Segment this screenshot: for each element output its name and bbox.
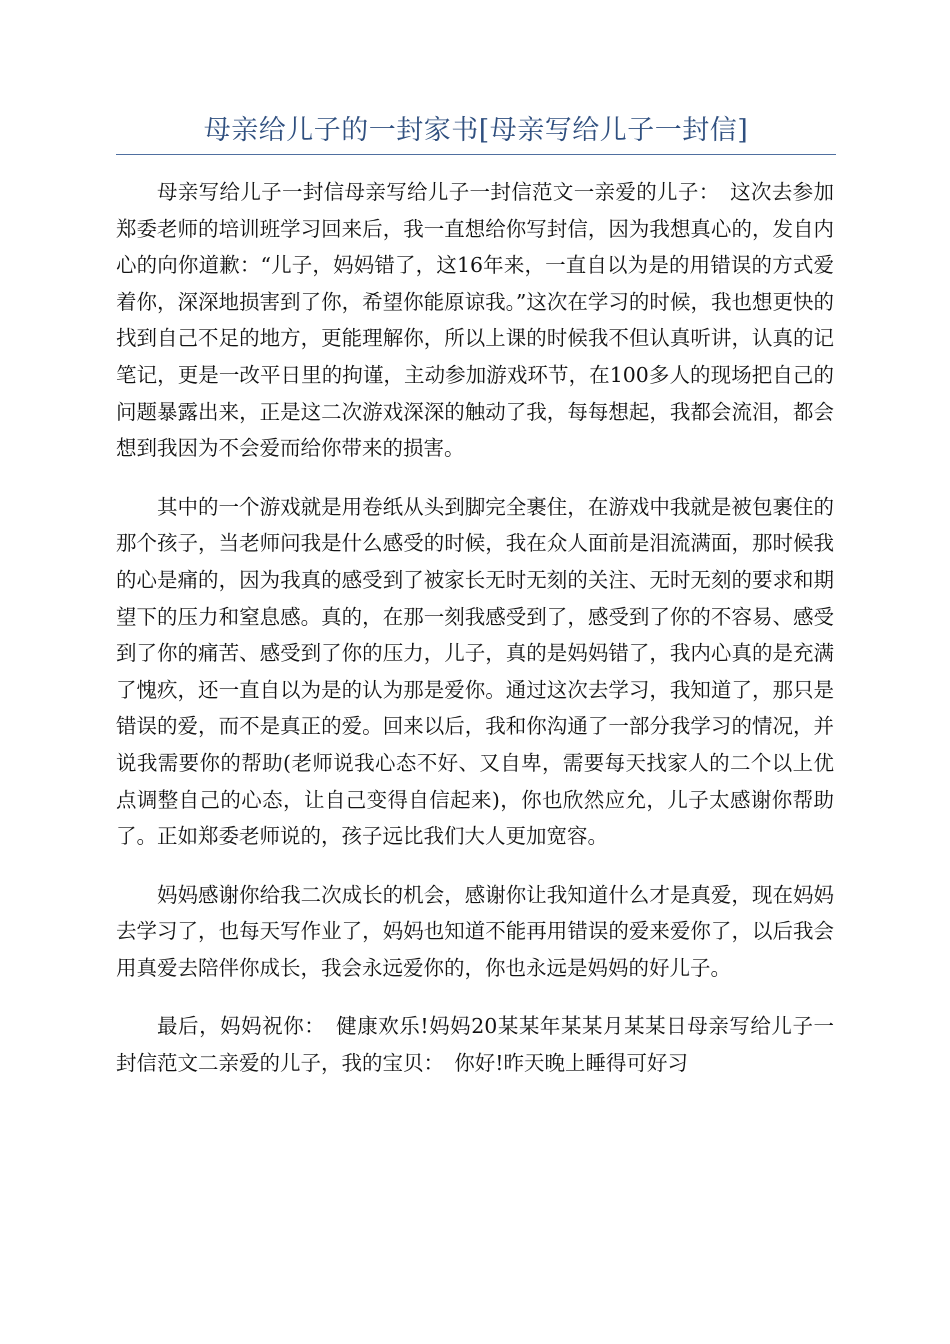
paragraph-2: 其中的一个游戏就是用卷纸从头到脚完全裹住，在游戏中我就是被包裹住的那个孩子，当老师问我是什么感受的时候，我在众人面前是泪流满面，那时候我的心是痛的，因为我真的感受到了被家长无时无刻的关注、无时无刻的要求和期望下的压力和窒息感。真的，在那一刻我感受到了，感受到了你的不容易、感受到了你的痛苦、感受到了你的压力，儿子，真的是妈妈错了，我内心真的是充满了愧疚，还一直自以为是的认为那是爱你。通过这次去学习，我知道了，那只是错误的爱，而不是真正的爱。回来以后，我和你沟通了一部分我学习的情况，并说我需要你的帮助(老师说我心态不好、又自卑，需要每天找家人的二个以上优点调整自己的心态，让自己变得自信起来)，你也欣然应允，儿子太感谢你帮助了。正如郑委老师说的，孩子远比我们大人更加宽容。 <box>116 494 834 849</box>
paragraph-1: 母亲写给儿子一封信母亲写给儿子一封信范文一亲爱的儿子： 这次去参加郑委老师的培训班学习回来后，我一直想给你写封信，因为我想真心的，发自内心的向你道歉：“儿子，妈妈错了，这16年来，一直自以为是的用错误的方式爱着你，深深地损害到了你，希望你能原谅我。”这次在学习的时候，我也想更快的找到自己不足的地方，更能理解你，所以上课的时候我不但认真听讲，认真的记笔记，更是一改平日里的拘谨，主动参加游戏环节，在100多人的现场把自己的问题暴露出来，正是这二次游戏深深的触动了我，每每想起，我都会流泪，都会想到我因为不会爱而给你带来的损害。 <box>116 180 834 461</box>
paragraph-4: 最后，妈妈祝你： 健康欢乐!妈妈20某某年某某月某某日母亲写给儿子一封信范文二亲爱的儿子，我的宝贝： 你好!昨天晚上睡得可好习 <box>116 1014 834 1076</box>
document-body <box>116 174 834 1104</box>
paragraph-3: 妈妈感谢你给我二次成长的机会，感谢你让我知道什么才是真爱，现在妈妈去学习了，也每天写作业了，妈妈也知道不能再用错误的爱来爱你了，以后我会用真爱去陪伴你成长，我会永远爱你的，你也永远是妈妈的好儿子。 <box>116 882 834 980</box>
title-block <box>116 114 836 155</box>
document-title: 母亲给儿子的一封家书[母亲写给儿子一封信] <box>203 115 749 146</box>
